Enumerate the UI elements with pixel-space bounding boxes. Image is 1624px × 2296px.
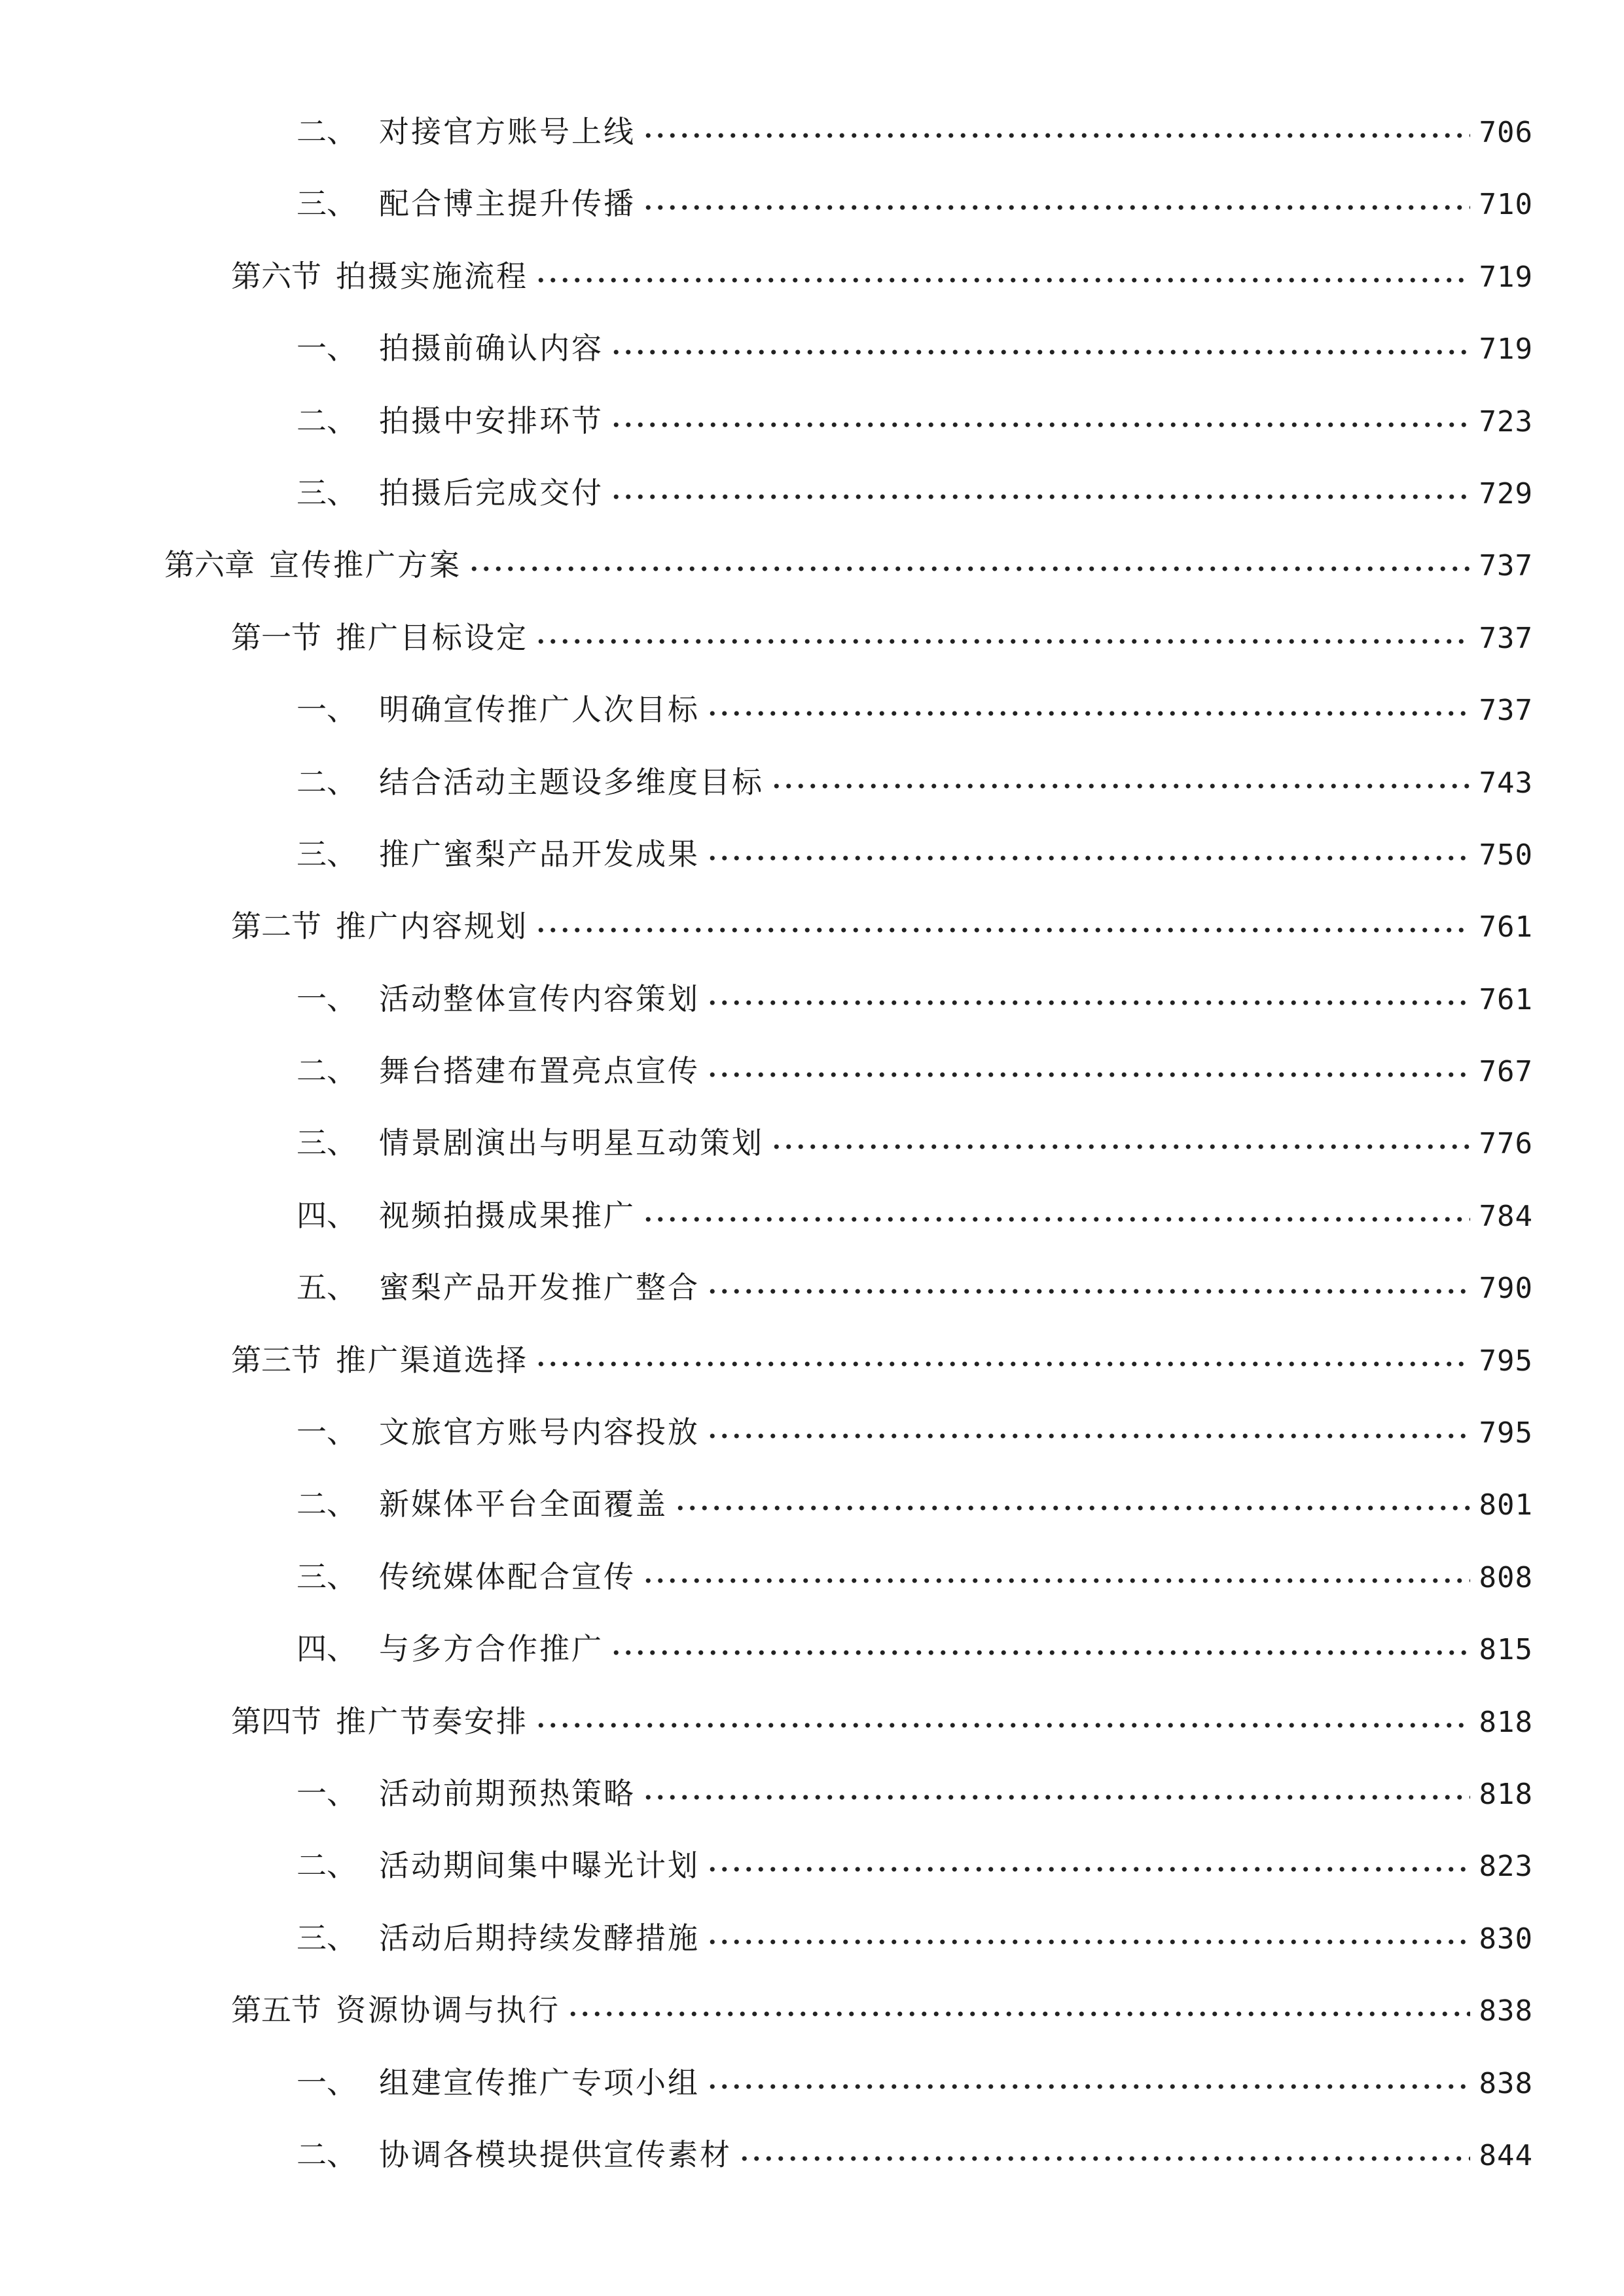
toc-entry-item[interactable] — [0, 740, 1624, 812]
toc-entry-title: 宣传推广方案 — [269, 547, 461, 583]
toc-entry-number: 三、 — [297, 186, 357, 222]
toc-entry-item[interactable] — [0, 1246, 1624, 1318]
dot-leader — [706, 1837, 1470, 1876]
toc-entry-line — [297, 825, 1533, 872]
toc-entry-chapter[interactable] — [0, 523, 1624, 595]
toc-entry-line — [297, 681, 1533, 728]
toc-entry-number: 三、 — [297, 475, 357, 511]
dot-leader — [738, 2126, 1470, 2165]
toc-entry-item[interactable] — [0, 1896, 1624, 1968]
toc-entry-number: 四、 — [297, 1631, 357, 1667]
dot-leader — [610, 1620, 1470, 1659]
dot-leader — [770, 1114, 1470, 1153]
toc-entry-item[interactable] — [0, 2113, 1624, 2185]
toc-entry-number: 一、 — [297, 1775, 357, 1811]
toc-entry-item[interactable] — [0, 1607, 1624, 1679]
toc-entry-item[interactable] — [0, 90, 1624, 162]
dot-leader — [468, 536, 1470, 575]
toc-entry-title: 推广内容规划 — [336, 908, 528, 944]
toc-entry-number: 一、 — [297, 980, 357, 1016]
toc-entry-page-number: 723 — [1479, 404, 1533, 439]
toc-entry-item[interactable] — [0, 2041, 1624, 2113]
dot-leader — [535, 1331, 1470, 1371]
toc-entry-page-number: 737 — [1479, 549, 1533, 583]
toc-entry-line — [297, 2054, 1533, 2100]
toc-entry-page-number: 830 — [1479, 1922, 1533, 1956]
toc-entry-title: 明确宣传推广人次目标 — [379, 692, 700, 728]
toc-entry-number: 二、 — [297, 114, 357, 149]
toc-entry-line — [297, 2126, 1533, 2172]
toc-entry-item[interactable] — [0, 306, 1624, 378]
toc-entry-page-number: 795 — [1479, 1416, 1533, 1450]
toc-entry-number: 一、 — [297, 331, 357, 367]
toc-entry-page-number: 776 — [1479, 1127, 1533, 1161]
toc-entry-title: 拍摄实施流程 — [336, 258, 528, 294]
toc-entry-number: 三、 — [297, 1558, 357, 1594]
dot-leader — [535, 1693, 1470, 1732]
toc-entry-line — [297, 103, 1533, 149]
toc-entry-title: 拍摄后完成交付 — [379, 475, 604, 511]
toc-entry-line — [297, 319, 1533, 367]
toc-entry-line — [297, 753, 1533, 800]
toc-entry-page-number: 761 — [1479, 982, 1533, 1016]
toc-entry-line — [231, 1693, 1533, 1739]
toc-entry-line — [297, 1475, 1533, 1522]
toc-entry-line — [231, 247, 1533, 294]
toc-entry-item[interactable] — [0, 379, 1624, 451]
toc-entry-page-number: 729 — [1479, 476, 1533, 511]
toc-entry-title: 舞台搭建布置亮点宣传 — [379, 1053, 700, 1089]
dot-leader — [706, 1403, 1470, 1443]
toc-entry-item[interactable] — [0, 1174, 1624, 1246]
toc-entry-number: 二、 — [297, 1848, 357, 1884]
toc-entry-page-number: 719 — [1479, 260, 1533, 294]
toc-entry-line — [297, 1620, 1533, 1667]
toc-entry-page-number: 838 — [1479, 2066, 1533, 2100]
dot-leader — [706, 825, 1470, 865]
toc-entry-section[interactable] — [0, 1318, 1624, 1390]
dot-leader — [535, 247, 1470, 287]
toc-entry-item[interactable] — [0, 668, 1624, 740]
dot-leader — [567, 1981, 1470, 2020]
toc-entry-number: 二、 — [297, 403, 357, 439]
dot-leader — [610, 464, 1470, 503]
toc-entry-title: 配合博主提升传播 — [379, 186, 636, 222]
toc-entry-line — [297, 175, 1533, 222]
toc-entry-title: 拍摄中安排环节 — [379, 403, 604, 439]
toc-entry-page-number: 838 — [1479, 1994, 1533, 2028]
toc-entry-title: 活动后期持续发酵措施 — [379, 1920, 700, 1956]
toc-entry-line — [231, 897, 1533, 944]
toc-entry-line — [231, 1981, 1533, 2028]
dot-leader — [610, 392, 1470, 431]
toc-entry-item[interactable] — [0, 162, 1624, 234]
toc-entry-section[interactable] — [0, 1679, 1624, 1751]
table-of-contents — [0, 90, 1624, 2185]
toc-entry-page-number: 818 — [1479, 1705, 1533, 1739]
toc-entry-title: 活动期间集中曝光计划 — [379, 1848, 700, 1884]
toc-entry-number: 第二节 — [231, 908, 321, 944]
toc-entry-page-number: 823 — [1479, 1850, 1533, 1884]
toc-entry-item[interactable] — [0, 1751, 1624, 1823]
toc-entry-number: 二、 — [297, 1053, 357, 1089]
toc-entry-title: 资源协调与执行 — [336, 1992, 560, 2028]
toc-entry-page-number: 801 — [1479, 1488, 1533, 1522]
toc-entry-page-number: 737 — [1479, 694, 1533, 728]
toc-entry-title: 推广蜜梨产品开发成果 — [379, 836, 700, 872]
dot-leader — [535, 897, 1470, 937]
toc-entry-number: 三、 — [297, 1920, 357, 1956]
toc-entry-item[interactable] — [0, 1462, 1624, 1534]
toc-entry-title: 情景剧演出与明星互动策划 — [379, 1125, 764, 1161]
toc-entry-number: 第六章 — [164, 547, 255, 583]
toc-entry-number: 三、 — [297, 836, 357, 872]
toc-entry-page-number: 737 — [1479, 621, 1533, 655]
toc-entry-page-number: 815 — [1479, 1633, 1533, 1667]
toc-entry-number: 二、 — [297, 2136, 357, 2172]
toc-entry-page-number: 743 — [1479, 766, 1533, 800]
toc-entry-page-number: 719 — [1479, 332, 1533, 367]
toc-entry-number: 第六节 — [231, 258, 321, 294]
toc-entry-item[interactable] — [0, 1823, 1624, 1895]
toc-entry-line — [297, 392, 1533, 439]
dot-leader — [642, 1765, 1470, 1804]
dot-leader — [642, 175, 1470, 214]
toc-entry-title: 拍摄前确认内容 — [379, 331, 604, 367]
dot-leader — [674, 1475, 1470, 1515]
dot-leader — [706, 2054, 1470, 2093]
dot-leader — [610, 319, 1470, 359]
toc-entry-title: 传统媒体配合宣传 — [379, 1558, 636, 1594]
dot-leader — [706, 681, 1470, 720]
toc-entry-number: 二、 — [297, 764, 357, 800]
toc-entry-section[interactable] — [0, 1968, 1624, 2040]
toc-entry-page-number: 790 — [1479, 1272, 1533, 1306]
toc-entry-title: 推广节奏安排 — [336, 1703, 528, 1739]
toc-entry-title: 视频拍摄成果推广 — [379, 1197, 636, 1233]
toc-entry-line — [297, 1114, 1533, 1161]
dot-leader — [706, 1042, 1470, 1081]
toc-entry-number: 一、 — [297, 1414, 357, 1450]
toc-entry-line — [297, 1042, 1533, 1089]
toc-entry-page-number: 795 — [1479, 1344, 1533, 1378]
toc-entry-item[interactable] — [0, 1390, 1624, 1462]
toc-entry-line — [297, 1259, 1533, 1306]
toc-entry-number: 第五节 — [231, 1992, 321, 2028]
toc-entry-number: 第一节 — [231, 619, 321, 655]
toc-entry-section[interactable] — [0, 884, 1624, 956]
toc-entry-item[interactable] — [0, 1535, 1624, 1607]
toc-entry-item[interactable] — [0, 812, 1624, 884]
toc-entry-line — [297, 1837, 1533, 1884]
toc-entry-title: 结合活动主题设多维度目标 — [379, 764, 764, 800]
toc-entry-line — [297, 1909, 1533, 1956]
dot-leader — [642, 103, 1470, 142]
toc-entry-line — [297, 1765, 1533, 1811]
toc-entry-title: 与多方合作推广 — [379, 1631, 604, 1667]
dot-leader — [535, 609, 1470, 648]
toc-entry-title: 蜜梨产品开发推广整合 — [379, 1270, 700, 1306]
toc-entry-page-number: 767 — [1479, 1055, 1533, 1089]
toc-entry-page-number: 844 — [1479, 2138, 1533, 2172]
dot-leader — [642, 1187, 1470, 1226]
toc-entry-title: 文旅官方账号内容投放 — [379, 1414, 700, 1450]
toc-entry-number: 一、 — [297, 2064, 357, 2100]
toc-entry-section[interactable] — [0, 596, 1624, 668]
toc-entry-title: 推广目标设定 — [336, 619, 528, 655]
toc-entry-number: 第三节 — [231, 1342, 321, 1378]
dot-leader — [642, 1548, 1470, 1587]
toc-entry-line — [231, 609, 1533, 655]
toc-entry-number: 五、 — [297, 1270, 357, 1306]
dot-leader — [706, 970, 1470, 1009]
toc-entry-title: 新媒体平台全面覆盖 — [379, 1486, 668, 1522]
toc-entry-item[interactable] — [0, 1029, 1624, 1101]
toc-entry-page-number: 710 — [1479, 188, 1533, 222]
toc-entry-line — [297, 1403, 1533, 1450]
toc-entry-number: 二、 — [297, 1486, 357, 1522]
toc-entry-number: 四、 — [297, 1197, 357, 1233]
toc-entry-line — [231, 1331, 1533, 1378]
toc-entry-page-number: 761 — [1479, 910, 1533, 944]
toc-entry-number: 三、 — [297, 1125, 357, 1161]
toc-entry-page-number: 818 — [1479, 1777, 1533, 1811]
toc-entry-line — [297, 464, 1533, 511]
toc-entry-line — [297, 1187, 1533, 1233]
toc-entry-page-number: 750 — [1479, 838, 1533, 872]
toc-entry-title: 活动前期预热策略 — [379, 1775, 636, 1811]
toc-entry-line — [297, 1548, 1533, 1594]
toc-entry-number: 第四节 — [231, 1703, 321, 1739]
toc-entry-page-number: 706 — [1479, 116, 1533, 149]
toc-entry-title: 组建宣传推广专项小组 — [379, 2064, 700, 2100]
toc-entry-item[interactable] — [0, 451, 1624, 523]
dot-leader — [706, 1909, 1470, 1948]
toc-entry-section[interactable] — [0, 234, 1624, 306]
toc-entry-item[interactable] — [0, 1101, 1624, 1173]
toc-entry-title: 对接官方账号上线 — [379, 114, 636, 149]
toc-entry-number: 一、 — [297, 692, 357, 728]
dot-leader — [770, 753, 1470, 793]
toc-entry-item[interactable] — [0, 957, 1624, 1029]
dot-leader — [706, 1259, 1470, 1298]
toc-entry-title: 活动整体宣传内容策划 — [379, 980, 700, 1016]
toc-entry-page-number: 808 — [1479, 1560, 1533, 1594]
toc-entry-line — [297, 970, 1533, 1016]
toc-entry-title: 协调各模块提供宣传素材 — [379, 2136, 732, 2172]
toc-entry-page-number: 784 — [1479, 1199, 1533, 1233]
toc-entry-line — [164, 536, 1533, 583]
toc-entry-title: 推广渠道选择 — [336, 1342, 528, 1378]
